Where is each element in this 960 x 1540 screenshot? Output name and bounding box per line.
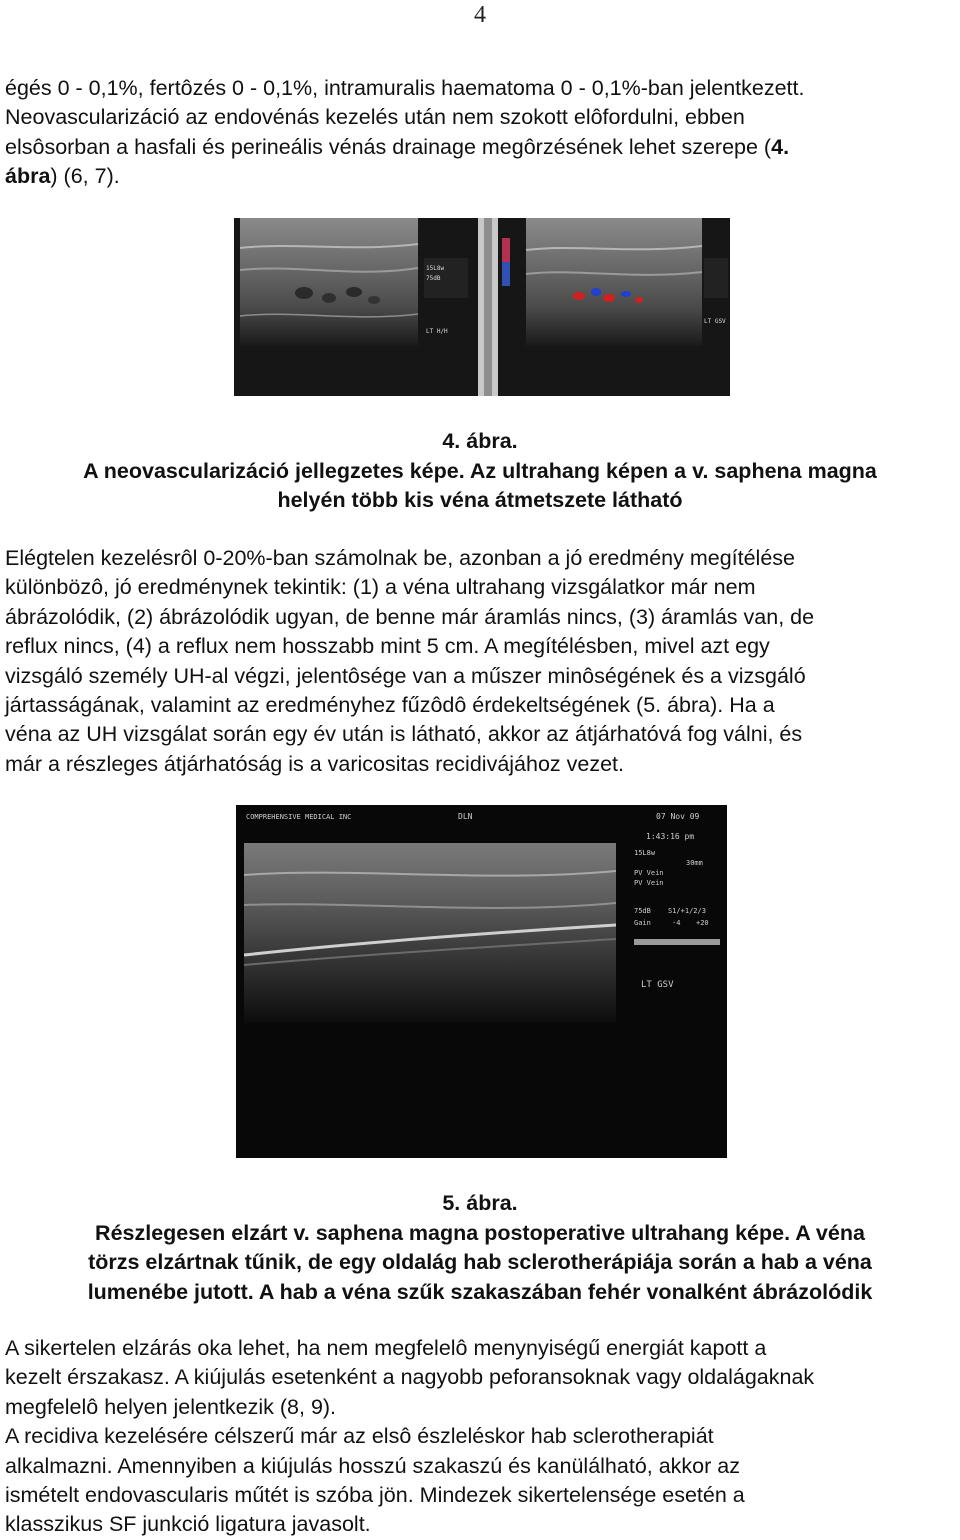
caption-title: 5. ábra. xyxy=(442,1191,518,1215)
overlay-param: S1/+1/2/3 xyxy=(668,907,706,915)
intro-paragraph xyxy=(5,74,960,192)
paragraph-line: égés 0 - 0,1%, fertôzés 0 - 0,1%, intramuralis haematoma 0 - 0,1%-ban jelentkezett. xyxy=(5,76,805,100)
overlay-date: 07 Nov 09 xyxy=(656,812,700,821)
caption-line: lumenébe jutott. A hab a véna szűk szakaszában fehér vonalként ábrázolódik xyxy=(87,1279,873,1304)
paragraph-line: véna az UH vizsgálat során egy év után is látható, akkor az átjárhatóvá fog válni, és xyxy=(5,722,803,747)
paragraph-line: különbözô, jó eredménynek tekintik: (1) a véna ultrahang vizsgálatkor már nem xyxy=(5,575,756,600)
right-panel-label: LT GSV xyxy=(704,318,726,325)
paragraph-text: ) (6, 7). xyxy=(50,164,120,189)
body-paragraph xyxy=(5,544,960,779)
figure-5-image xyxy=(236,805,727,1158)
overlay-param: PV Vein xyxy=(634,869,664,877)
overlay-param: 15L8w xyxy=(634,849,656,857)
paragraph-line: Neovascularizáció az endovénás kezelés után nem szokott elôfordulni, ebben xyxy=(5,105,745,130)
paragraph-line: A recidiva kezelésére célszerű már az elsô észleléskor hab sclerotherapiát xyxy=(5,1424,714,1449)
left-panel-label: LT H/H xyxy=(426,328,448,335)
overlay-label: LT GSV xyxy=(641,980,674,990)
paragraph-line: A sikertelen elzárás oka lehet, ha nem megfelelô menynyiségű energiát kapott a xyxy=(5,1336,767,1360)
caption-line: törzs elzártnak tűnik, de egy oldalág hab sclerotherápiája során a hab a véna xyxy=(88,1250,872,1274)
paragraph-line: jártasságának, valamint az eredményhez fűzôdô érdekeltségének (5. ábra). Ha a xyxy=(5,693,775,718)
paragraph-line: alkalmazni. Amennyiben a kiújulás hosszú szakaszú és kanülálható, akkor az xyxy=(5,1453,740,1478)
svg-text:15L8w: 15L8w xyxy=(426,265,445,272)
paragraph-line: reflux nincs, (4) a reflux nem hosszabb mint 5 cm. A megítélésben, mivel azt egy xyxy=(5,634,770,659)
caption-line: Részlegesen elzárt v. saphena magna postoperative ultrahang képe. A véna xyxy=(95,1220,865,1245)
overlay-center: DLN xyxy=(458,812,473,821)
overlay-param: 75dB xyxy=(634,907,651,915)
caption-line: helyén több kis véna átmetszete látható xyxy=(277,488,683,512)
paragraph-line: ismételt endovascularis műtét is szóba jön. Mindezek sikertelensége esetén a xyxy=(5,1483,745,1508)
figure-4-ultrasound xyxy=(234,218,730,396)
page-number: 4 xyxy=(474,2,486,28)
paragraph-line: ábrázolódik, (2) ábrázolódik ugyan, de benne már áramlás nincs, (3) áramlás van, de xyxy=(5,604,815,629)
figure-4-image xyxy=(234,218,730,396)
overlay-param: 30mm xyxy=(686,859,703,867)
paragraph-text: elsôsorban a hasfali és perineális vénás drainage megôrzésének lehet szerepe ( xyxy=(5,134,772,159)
figure-reference: 4. xyxy=(771,134,790,159)
paragraph-line: Elégtelen kezelésrôl 0-20%-ban számolnak be, azonban a jó eredmény megítélése xyxy=(5,546,795,570)
paragraph-line: már a részleges átjárhatóság is a varicositas recidivájához vezet. xyxy=(5,751,625,776)
figure-5-caption xyxy=(0,1189,960,1307)
paragraph-line: megfelelô helyen jelentkezik (8, 9). xyxy=(5,1394,337,1419)
overlay-time: 1:43:16 pm xyxy=(646,832,695,841)
closing-paragraph xyxy=(5,1334,960,1540)
overlay-param: +20 xyxy=(696,919,709,927)
paragraph-line: kezelt érszakasz. A kiújulás esetenként a nagyobb peforansoknak vagy oldalágaknak xyxy=(5,1365,815,1390)
figure-4-caption xyxy=(0,427,960,516)
paragraph-line: vizsgáló személy UH-al végzi, jelentôsége van a műszer minôségének és a vizsgáló xyxy=(5,663,806,688)
paragraph-line xyxy=(5,162,960,191)
caption-title: 4. ábra. xyxy=(442,429,518,453)
overlay-param: PV Vein xyxy=(634,879,664,887)
overlay-param: Gain xyxy=(634,919,651,927)
caption-line: A neovascularizáció jellegzetes képe. Az ultrahang képen a v. saphena magna xyxy=(83,458,877,483)
svg-text:75dB: 75dB xyxy=(426,275,441,282)
overlay-param: -4 xyxy=(672,919,681,927)
paragraph-line: klasszikus SF junkció ligatura javasolt. xyxy=(5,1512,371,1537)
overlay-institution: COMPREHENSIVE MEDICAL INC xyxy=(246,813,352,821)
paragraph-line xyxy=(5,133,960,162)
figure-5-ultrasound xyxy=(236,805,727,1158)
figure-reference: ábra xyxy=(5,164,51,189)
